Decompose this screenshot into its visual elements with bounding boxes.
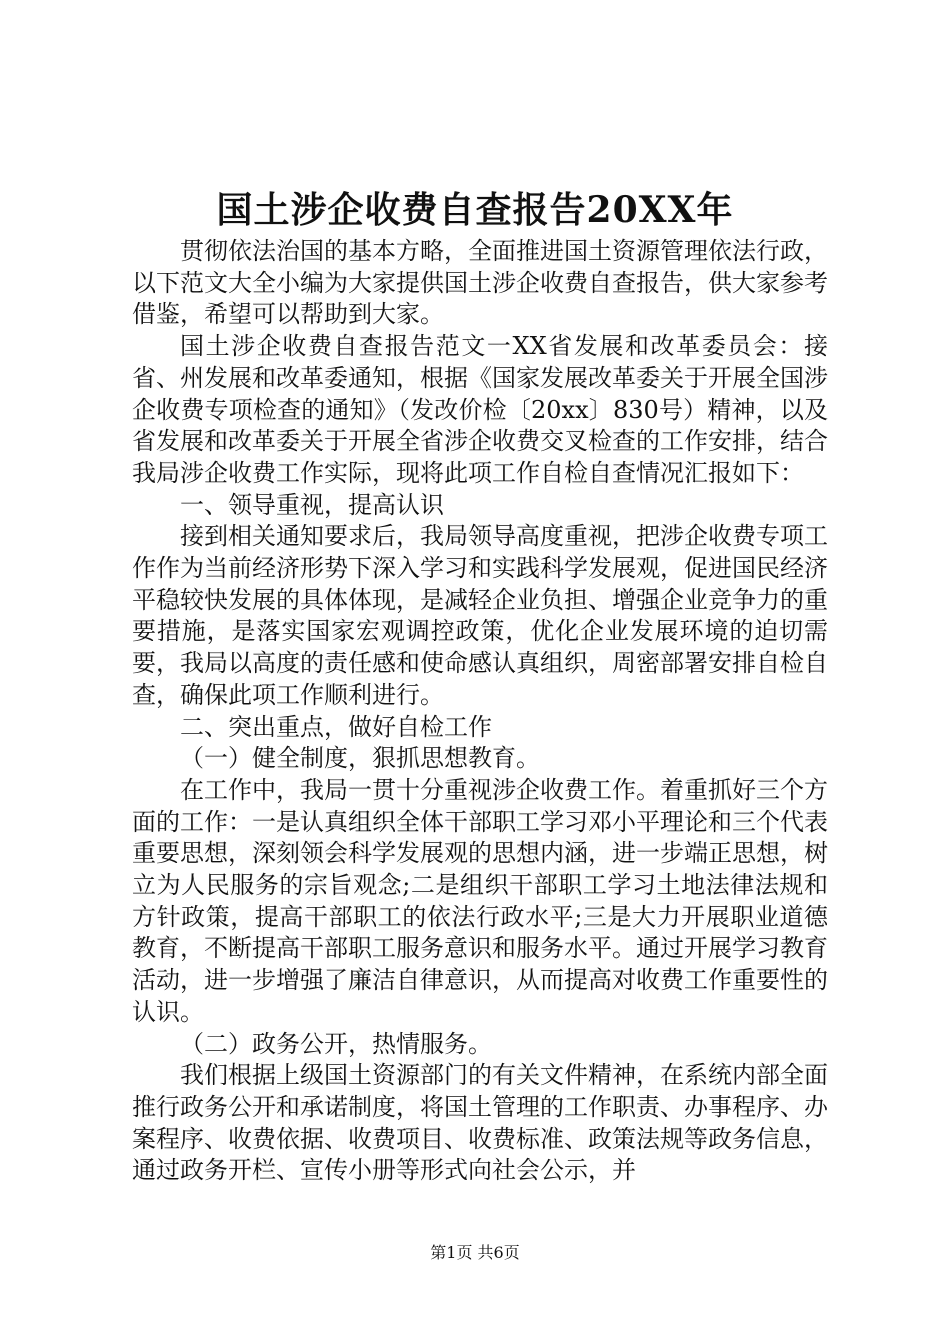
paragraph-section-1: 接到相关通知要求后，我局领导高度重视，把涉企收费专项工作作为当前经济形势下深入学习和实践科学发展观，促进国民经济平稳较快发展的具体体现，是减轻企业负担、增强企业竞争力的重要措施，是落实国家宏观调控政策，优化企业发展环境的迫切需要，我局以高度的责任感和使命感认真组织，周密部署安排自检自查，确保此项工作顺利进行。 [132,522,828,709]
paragraph-report-opening: 国土涉企收费自查报告范文一XX省发展和改革委员会：接省、州发展和改革委通知，根据《国家发展改革委关于开展全国涉企收费专项检查的通知》（发改价检〔20xx〕830号）精神，以及省发展和改革委关于开展全省涉企收费交叉检查的工作安排，结合我局涉企收费工作实际，现将此项工作自检自查情况汇报如下： [132,332,828,487]
section-heading-2: 二、突出重点，做好自检工作 [180,712,492,741]
section-heading-1: 一、领导重视，提高认识 [180,490,444,519]
paragraph-subsection-1: 在工作中，我局一贯十分重视涉企收费工作。着重抓好三个方面的工作：一是认真组织全体干部职工学习邓小平理论和三个代表重要思想，深刻领会科学发展观的思想内涵，进一步端正思想，树立为人民服务的宗旨观念;二是组织干部职工学习土地法律法规和方针政策，提高干部职工的依法行政水平;三是大力开展职业道德教育，不断提高干部职工服务意识和服务水平。通过开展学习教育活动，进一步增强了廉洁自律意识，从而提高对收费工作重要性的认识。 [132,775,828,1026]
subsection-heading-2: （二）政务公开，热情服务。 [180,1029,492,1058]
document-body [132,236,828,1187]
paragraph-subsection-2: 我们根据上级国土资源部门的有关文件精神，在系统内部全面推行政务公开和承诺制度，将国土管理的工作职责、办事程序、办案程序、收费依据、收费项目、收费标准、政策法规等政务信息，通过政务开栏、宣传小册等形式向社会公示，并 [132,1061,828,1185]
subsection-heading-1: （一）健全制度，狠抓思想教育。 [180,744,540,773]
page-footer: 第1页 共6页 [430,1243,520,1262]
paragraph-intro: 贯彻依法治国的基本方略，全面推进国土资源管理依法行政，以下范文大全小编为大家提供国土涉企收费自查报告，供大家参考借鉴，希望可以帮助到大家。 [132,237,828,329]
document-title: 国土涉企收费自查报告20XX年 [216,189,734,231]
